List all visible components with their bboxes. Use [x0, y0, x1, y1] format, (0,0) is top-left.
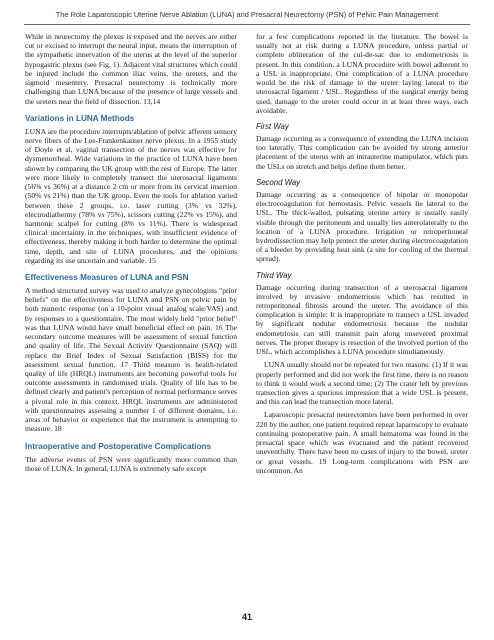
first-way-paragraph: Damage occurring as a consequence of extending the LUNA incision too laterally. This complication can be avoided by strong anterior placement of the uterus with an intrauterine manipulator, which puts the USLs on stretch and helps define them better. — [256, 133, 468, 171]
heading-effectiveness: Effectiveness Measures of LUNA and PSN — [25, 273, 189, 283]
second-way-paragraph: Damage occurring as a consequence of bipolar or monopolar electrocoagulation for hemostasis. Pelvic vessels lie lateral to the USL. The thick-walled, pulsating uterine artery is usually easily visible through the peritoneum and usually lies anterolaterally to the location of a LUNA procedure. Irrigation or retroperitoneal hydrodissection may help protect the ureter during electrocoagulation of a bleeder by providing heat sink (a site for cooling of the thermal spread). — [256, 189, 468, 264]
left-column — [25, 32, 237, 477]
continued-paragraph: for a few complications reported in the literature. The bowel is usually not at risk during a LUNA procedure, unless partial or complete obliteration of the cul-de-sac due to endometriosis is present. In this condition, a LUNA procedure with bowel adherent to a USL is inappropriate. One complication of a LUNA procedure would be the risk of damage to the ureter laying lateral to the uterosacral ligament / USL. Regardless of the surgical energy being used, damage to the ureter could occur in at least three ways, each avoidable. — [256, 32, 468, 115]
right-column — [256, 32, 468, 479]
header-divider — [24, 24, 470, 25]
heading-variations: Variations in LUNA Methods — [25, 113, 135, 123]
effectiveness-paragraph: A method structured survey was used to analyze gynecologists "prior beliefs" on the effectiveness for LUNA and PSN on pelvic pain by both numeric response (on a 10-point visual analog scale/VAS) and by responses to a questionnaire. The most widely held "prior belief" was that LUNA would have small beneficial effect on pain. 16 The secondary outcome measures will be assessment of sexual function and quality of life. The Sexual Activity Questionnaire (SAQ) will replace the Brief Index of Sexual Satisfaction (BISS) for the assessment sexual function. 17 Third measure is health-related quality of life (HRQL) instruments are becoming powerful tools for outcome assessments in randomised trials. Quality of life has to be defined clearly and patient's perception of normal performance serves a pivotal role in this context. HRQL instruments are administered with questionnaires assessing a number 1 of different domains, i.e. areas of behavior or experience that the instrument is attempting to measure. 18 — [25, 286, 237, 434]
running-title: The Role Laparoscopic Uterine Nerve Ablation (LUNA) and Presacral Neurectomy (PSN) of Pelvic Pain Management — [55, 10, 439, 19]
heading-second-way: Second Way — [256, 177, 301, 187]
complications-paragraph: The adverse events of PSN were significantly more common than those of LUNA. In general, LUNA is extremely safe except — [25, 454, 237, 473]
heading-complications: Intraoperative and Postoperative Complications — [25, 441, 212, 451]
variations-paragraph: LUNA are the procedure interrupts/ablation of pelvic afferent sensory nerve fibers of the Lee-Frankenkauser nerve plexus. In a 1955 study of Doyle et al, vaginal transection of the nerves was effective for dysmenorrheal. Wide variations in the practice of LUNA have been shown by comparing the UK group with the rest of Europe. The latter were more likely to completely transect the uterosacral ligaments (56% vs 36%) at a distance 2 cm or more from its cervical insertion (50% vs 21%) than the UK group. Even the tools for ablation varied between these 2 groups, i.e. laser cutting (3% vs 32%), electrodiathermy (78% vs 75%), scissors cutting (22% vs 15%), and harmonic scalpel for cutting (8% vs 11%). There is widespread clinical uncertainty in the techniques, with insufficient evidence of effectiveness, thereby making it both harder to determine the optimal time, depth, and site of LUNA procedures, and the opinions regarding its use uncertain and variable. 15 — [25, 126, 237, 265]
repeat-paragraph: LUNA usually should not be repeated for two reasons: (1) If it was properly performed and did not work the first time, there is no reason to think it would work a second time; (2) The crater left by previous transection gives a spurious impression that a wide USL is present, and this can lead the transection more lateral. — [256, 360, 468, 407]
heading-third-way: Third Way — [256, 270, 292, 280]
intro-paragraph: While in neurectomy the plexus is exposed and the nerves are either cut or excised to interrupt the neural input, means the interruption of the sympathetic innervation of the uterus at the level of the superior hypogastric plexus (see Fig. 1). Adjacent vital structures which could be injured include the common iliac veins, the ureters, and the sigmoid mesentery. Presacral neurectomy is technically more challenging than LUNA because of the presence of large vessels and the ureters near the field of dissection. 13,14 — [25, 32, 237, 106]
psn-paragraph: Laparoscopic presacral neurectomies have been performed in over 220 by the author, one patient required repeat laparoscopy to evaluate continuing postoperative pain. A small hematoma was found in the presacral space which was evacuated and the patient recovered uneventfully. There have been no cases of injury to the bowel, ureter or great vessels. 19 Long-term complications with PSN are uncommon. An — [256, 410, 468, 475]
third-way-paragraph: Damage occurring during transection of a uterosacral ligament involved by invasive endometriosis which has resulted in retroperitoneal fibrosis around the ureter. The avoidance of this complication is simple: It is inappropriate to transect a USL invaded by significant nodular endometriosis because the nodular endometriosis can still transmit pain along unsevered proximal nerves. The proper therapy is resection of the involved portion of the USL, which accomplishes a LUNA procedure simultaneously. — [256, 282, 468, 357]
page-number: 41 — [241, 612, 252, 622]
heading-first-way: First Way — [256, 121, 289, 131]
